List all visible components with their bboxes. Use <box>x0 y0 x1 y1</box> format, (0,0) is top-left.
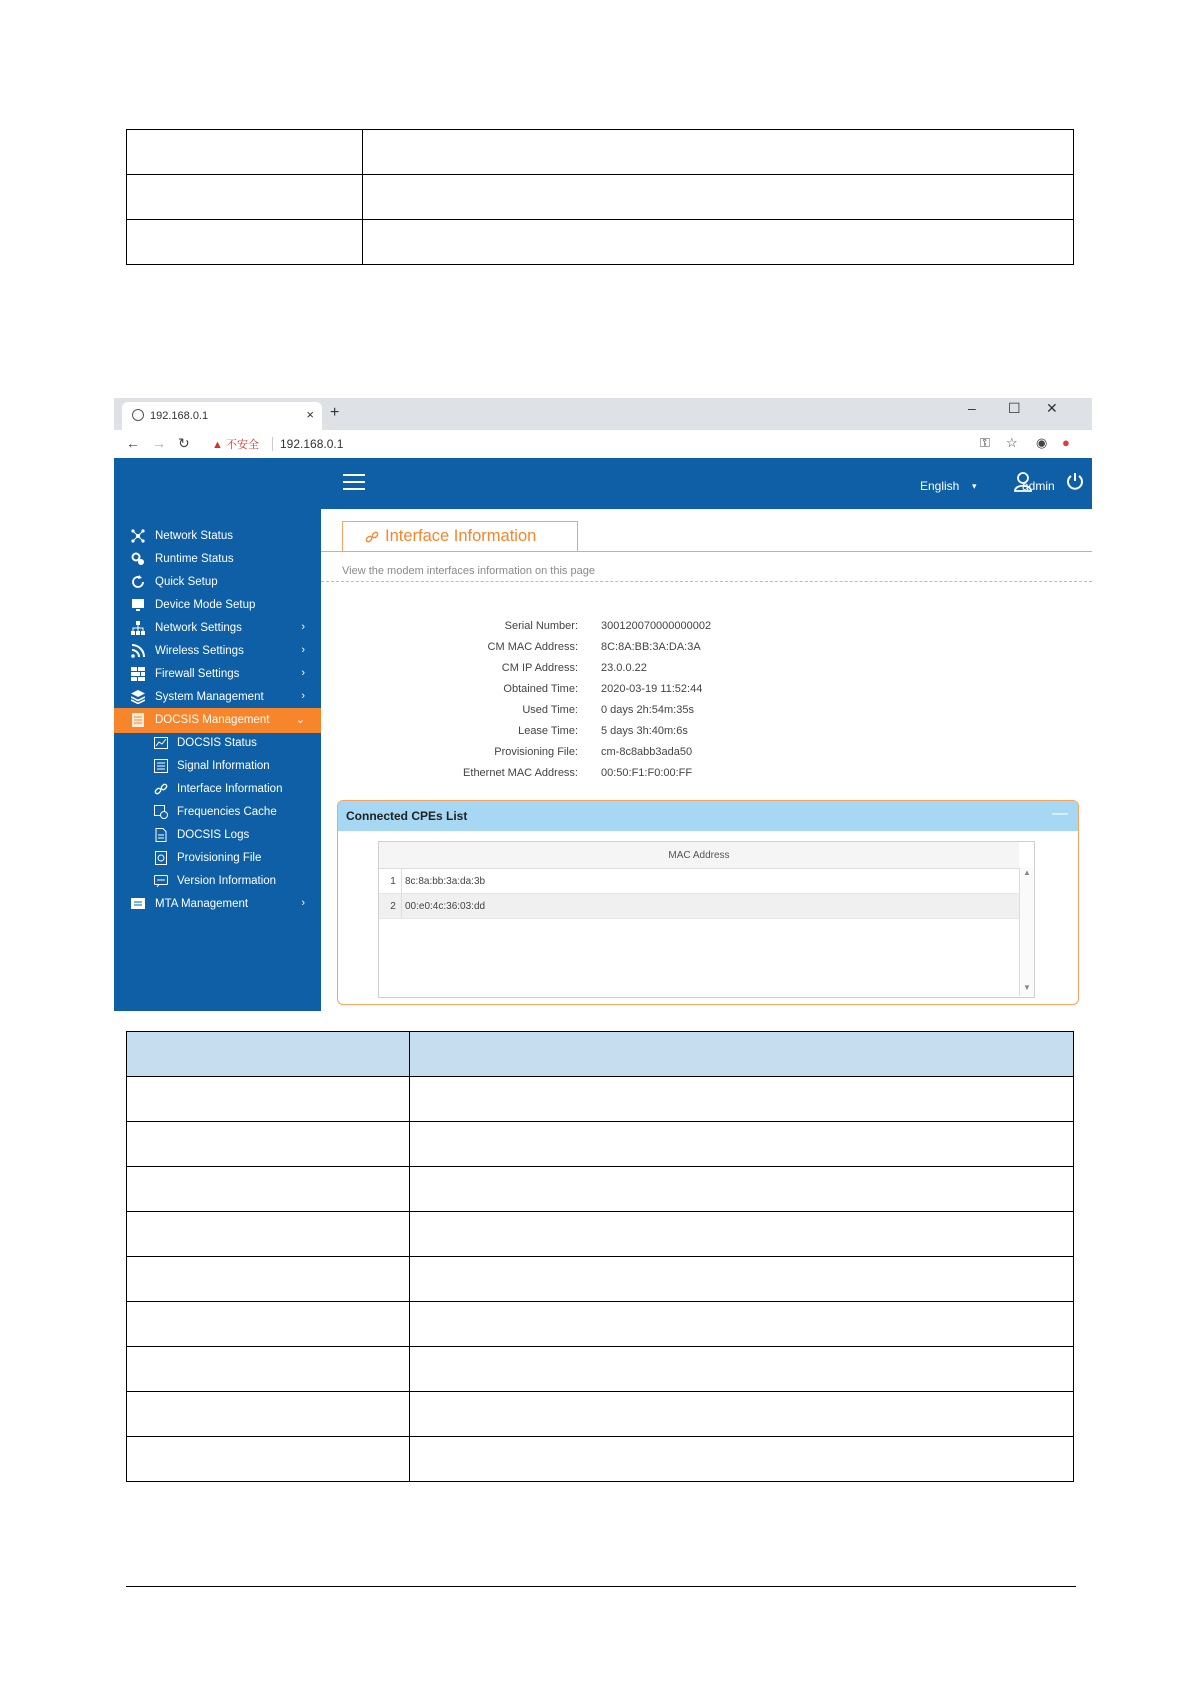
info-label: Provisioning File: <box>494 746 578 758</box>
info-label: Obtained Time: <box>503 683 578 695</box>
chevron-right-icon: › <box>301 897 305 909</box>
insecure-warning[interactable]: ▲ 不安全 <box>212 439 259 451</box>
router-screenshot <box>114 398 1092 1011</box>
sidebar-item-network-settings[interactable] <box>114 616 321 641</box>
table-cell <box>410 1167 1074 1212</box>
sidebar-subitem-docsis-logs[interactable] <box>114 823 321 848</box>
table-cell <box>127 175 363 220</box>
cpe-table <box>378 841 1035 998</box>
sidebar-subitem-version-information[interactable] <box>114 869 321 894</box>
browser-tab-bar <box>114 398 1092 430</box>
sidebar-item-runtime-status[interactable] <box>114 547 321 572</box>
main-content <box>321 509 1092 1011</box>
panel-title: Connected CPEs List <box>346 809 468 823</box>
address-bar <box>114 430 1092 459</box>
link-icon <box>365 530 379 544</box>
table-row <box>127 1122 1074 1167</box>
table-cell <box>363 220 1074 265</box>
url-separator <box>272 437 273 451</box>
table-cell <box>127 1122 410 1167</box>
sidebar-item-quick-setup[interactable] <box>114 570 321 595</box>
table-cell <box>410 1302 1074 1347</box>
table-cell <box>127 1392 410 1437</box>
link-icon <box>154 782 168 796</box>
table-header-cell <box>127 1032 410 1077</box>
table-cell <box>410 1077 1074 1122</box>
username: admin <box>1022 479 1055 493</box>
url-input[interactable]: 192.168.0.1 <box>280 437 344 451</box>
file-icon <box>154 851 168 865</box>
panel-header <box>338 801 1078 831</box>
sidebar-item-label: MTA Management <box>155 898 249 910</box>
chart-icon <box>154 736 168 750</box>
sidebar-item-label: Wireless Settings <box>155 645 244 657</box>
info-value: 23.0.0.22 <box>601 662 647 674</box>
sidebar-item-wireless-settings[interactable] <box>114 639 321 664</box>
info-row <box>321 638 1092 658</box>
list-icon <box>154 759 168 773</box>
info-value: 5 days 3h:40m:6s <box>601 725 688 737</box>
maximize-button[interactable]: ☐ <box>1008 400 1021 416</box>
sidebar-subitem-frequencies-cache[interactable] <box>114 800 321 825</box>
new-tab-button[interactable]: + <box>330 404 340 421</box>
sidebar-subitem-docsis-status[interactable] <box>114 731 321 756</box>
sidebar-item-label: DOCSIS Status <box>177 737 257 749</box>
sitemap-icon <box>131 621 145 635</box>
info-label: CM MAC Address: <box>487 641 578 653</box>
sidebar-item-label: DOCSIS Logs <box>177 829 250 841</box>
back-icon[interactable]: ← <box>126 435 140 451</box>
table-row <box>127 175 1074 220</box>
table-cell <box>127 1302 410 1347</box>
sidebar-item-firewall-settings[interactable] <box>114 662 321 687</box>
info-row <box>321 617 1092 637</box>
message-icon <box>154 874 168 888</box>
sidebar-subitem-signal-information[interactable] <box>114 754 321 779</box>
sidebar-item-label: Frequencies Cache <box>177 806 277 818</box>
sidebar-item-label: Device Mode Setup <box>155 599 256 611</box>
info-label: Used Time: <box>522 704 578 716</box>
chevron-down-icon: ⌄ <box>295 714 305 726</box>
table-row[interactable] <box>379 894 1019 919</box>
table-row <box>127 1302 1074 1347</box>
info-value: 0 days 2h:54m:35s <box>601 704 694 716</box>
sidebar-item-docsis-management[interactable] <box>114 708 321 733</box>
globe-icon <box>132 409 144 421</box>
cache-icon <box>154 805 168 819</box>
info-label: CM IP Address: <box>501 662 578 674</box>
connected-cpes-panel <box>337 800 1079 1005</box>
minimize-button[interactable]: – <box>968 400 976 416</box>
info-row <box>321 680 1092 700</box>
table-cell <box>363 175 1074 220</box>
table-cell <box>127 1167 410 1212</box>
info-value: 00:50:F1:F0:00:FF <box>601 767 693 779</box>
table-row <box>127 1347 1074 1392</box>
table-row <box>127 130 1074 175</box>
table-row <box>127 1077 1074 1122</box>
app-header <box>114 458 1092 509</box>
table-cell <box>127 1437 410 1482</box>
table-cell <box>127 1077 410 1122</box>
chevron-right-icon: › <box>301 621 305 633</box>
wifi-icon <box>131 644 145 658</box>
gears-icon <box>131 552 145 566</box>
browser-tab[interactable] <box>122 402 322 430</box>
table-cell <box>127 1212 410 1257</box>
insecure-label: 不安全 <box>225 439 259 451</box>
chevron-right-icon: › <box>301 690 305 702</box>
monitor-icon <box>131 598 145 612</box>
mac-address-cell: 00:e0:4c:36:03:dd <box>405 901 486 912</box>
cell-divider <box>401 894 402 918</box>
sidebar-item-label: DOCSIS Management <box>155 714 270 726</box>
table-cell <box>127 220 363 265</box>
table-scrollbar[interactable]: ▲ ▼ <box>1019 868 1034 996</box>
info-row <box>321 743 1092 763</box>
info-value: cm-8c8abb3ada50 <box>601 746 693 758</box>
sidebar-item-network-status[interactable] <box>114 524 321 549</box>
window-close-button[interactable]: ✕ <box>1046 400 1058 416</box>
table-cell <box>127 130 363 175</box>
sidebar-subitem-interface-information[interactable] <box>114 777 321 802</box>
table-row <box>127 220 1074 265</box>
info-value: 300120070000000002 <box>601 620 712 632</box>
minimize-icon[interactable]: — <box>1052 805 1068 822</box>
table-row <box>127 1437 1074 1482</box>
power-icon[interactable] <box>1066 472 1084 490</box>
row-number: 2 <box>390 901 396 912</box>
table-row <box>127 1392 1074 1437</box>
sidebar-item-label: Firewall Settings <box>155 668 240 680</box>
sidebar-item-label: Runtime Status <box>155 553 234 565</box>
column-header-mac-address[interactable]: MAC Address <box>668 850 730 861</box>
info-value: 8C:8A:BB:3A:DA:3A <box>601 641 701 653</box>
star-icon[interactable]: ☆ <box>1006 435 1018 450</box>
info-row <box>321 659 1092 679</box>
table-cell <box>410 1392 1074 1437</box>
table-header-row <box>127 1032 1074 1077</box>
table-row[interactable] <box>379 869 1019 894</box>
mac-address-cell: 8c:8a:bb:3a:da:3b <box>405 876 486 887</box>
footer-rule <box>126 1586 1076 1587</box>
layers-icon <box>131 690 145 704</box>
chevron-right-icon: › <box>301 667 305 679</box>
sidebar-item-system-management[interactable] <box>114 685 321 710</box>
table-cell <box>410 1437 1074 1482</box>
sidebar-item-label: Provisioning File <box>177 852 262 864</box>
table-row <box>127 1167 1074 1212</box>
table-cell <box>127 1347 410 1392</box>
sidebar-item-label: Network Status <box>155 530 233 542</box>
tab-interface-information[interactable] <box>342 521 578 552</box>
info-row <box>321 722 1092 742</box>
row-number: 1 <box>390 876 396 887</box>
page-title: Interface Information <box>385 527 537 545</box>
table-cell <box>410 1257 1074 1302</box>
sidebar-item-device-mode-setup[interactable] <box>114 593 321 618</box>
table-cell <box>410 1347 1074 1392</box>
sidebar-item-mta-management[interactable] <box>114 892 321 917</box>
cell-divider <box>401 869 402 893</box>
info-row <box>321 764 1092 784</box>
mta-icon <box>131 897 145 911</box>
tab-underline <box>321 551 1092 552</box>
page-subtitle: View the modem interfaces information on this page <box>342 565 595 577</box>
sidebar-item-label: Version Information <box>177 875 277 887</box>
reload-icon[interactable]: ↻ <box>178 435 190 451</box>
sidebar-item-label: Quick Setup <box>155 576 218 588</box>
tab-title: 192.168.0.1 <box>150 410 209 422</box>
key-icon[interactable]: ⚿ <box>980 435 990 450</box>
table-cell <box>410 1122 1074 1167</box>
forward-icon[interactable]: → <box>152 435 166 451</box>
table-header <box>379 842 1019 869</box>
firewall-icon <box>131 667 145 681</box>
refresh-icon <box>131 575 145 589</box>
extension-icon[interactable]: ● <box>1062 435 1070 450</box>
sidebar-item-label: Network Settings <box>155 622 242 634</box>
menu-toggle-icon[interactable] <box>343 474 365 490</box>
info-row <box>321 701 1092 721</box>
table-cell <box>410 1212 1074 1257</box>
profile-icon[interactable]: ◉ <box>1036 435 1048 450</box>
table-cell <box>363 130 1074 175</box>
chevron-down-icon[interactable]: ▾ <box>972 481 977 491</box>
tab-close-icon[interactable]: × <box>306 407 314 422</box>
table-row <box>127 1212 1074 1257</box>
sidebar-subitem-provisioning-file[interactable] <box>114 846 321 871</box>
sidebar-item-label: System Management <box>155 691 264 703</box>
sidebar <box>114 509 321 1011</box>
table-row <box>127 1257 1074 1302</box>
language-select[interactable]: English <box>920 479 960 493</box>
info-value: 2020-03-19 11:52:44 <box>601 683 703 695</box>
document-icon <box>154 828 168 842</box>
sidebar-item-label: Interface Information <box>177 783 283 795</box>
sidebar-item-label: Signal Information <box>177 760 270 772</box>
chevron-right-icon: › <box>301 644 305 656</box>
docsis-icon <box>131 713 145 727</box>
info-label: Serial Number: <box>504 620 578 632</box>
network-status-icon <box>131 529 145 543</box>
info-label: Ethernet MAC Address: <box>463 767 578 779</box>
table-cell <box>127 1257 410 1302</box>
table-header-cell <box>410 1032 1074 1077</box>
info-label: Lease Time: <box>518 725 578 737</box>
bottom-document-table <box>126 1031 1074 1482</box>
divider <box>321 581 1092 582</box>
top-document-table <box>126 129 1074 265</box>
